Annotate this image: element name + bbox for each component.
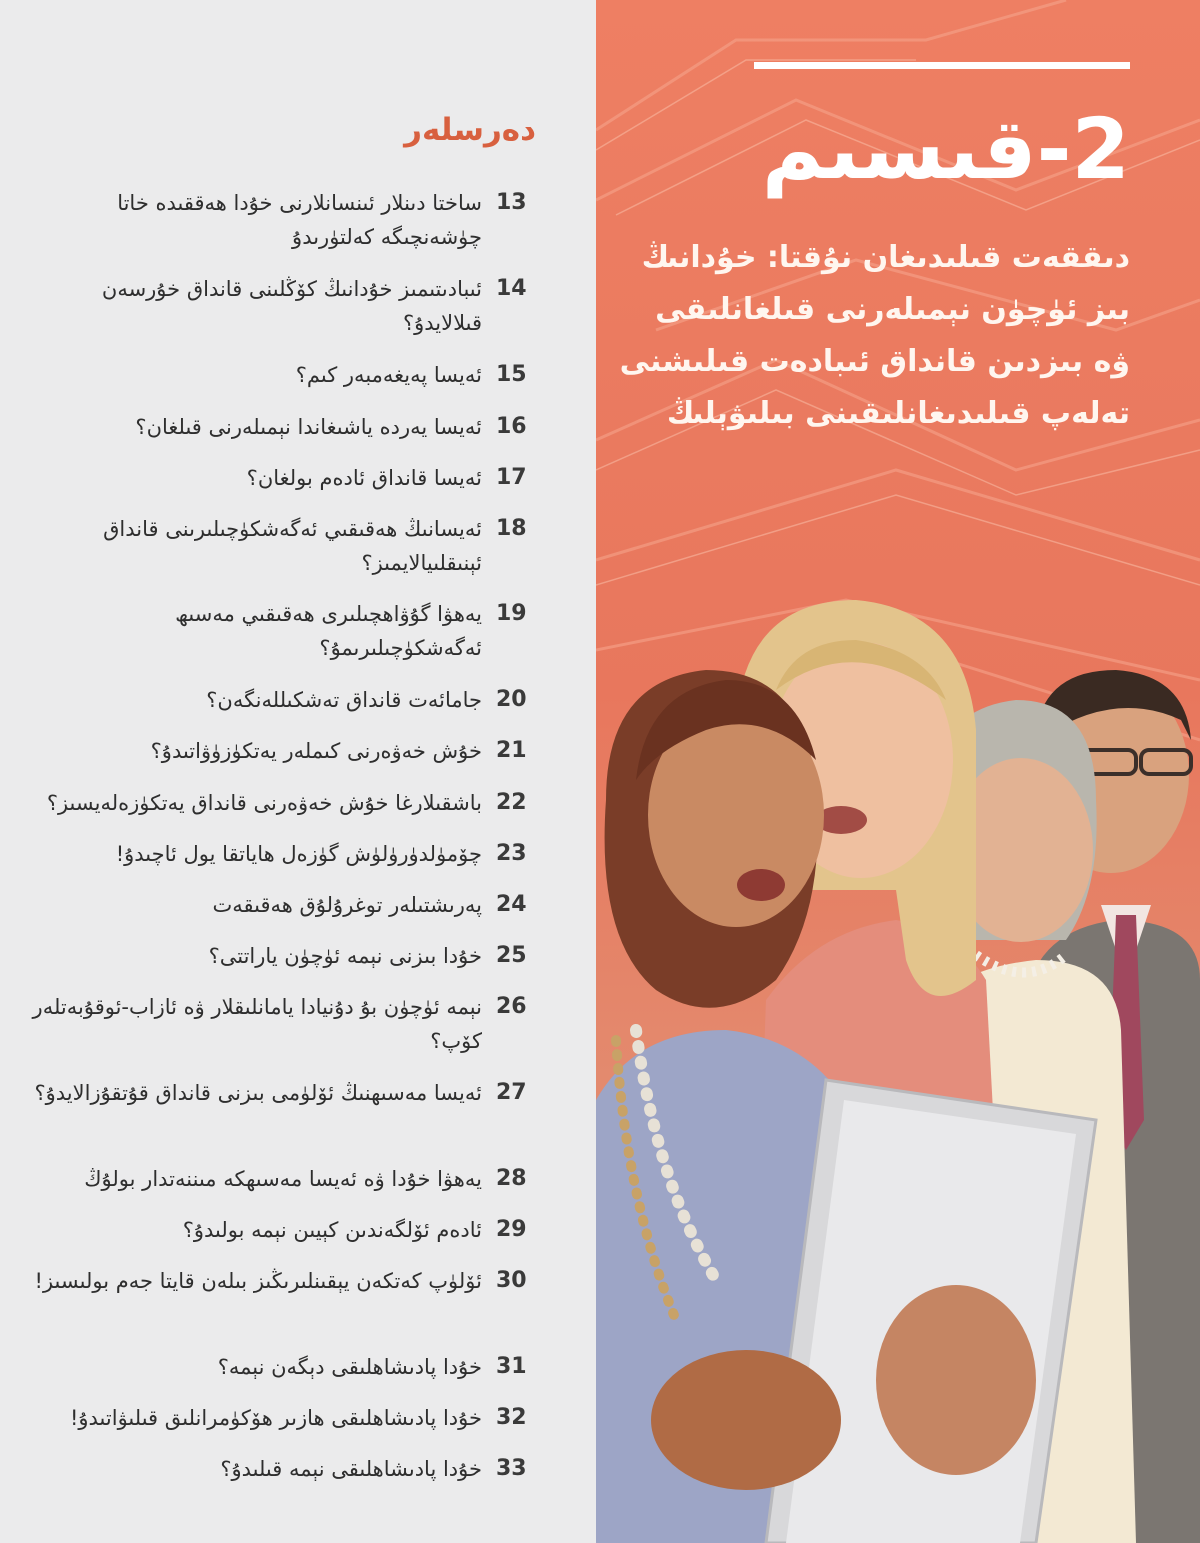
lesson-number: 22 <box>496 790 527 815</box>
lesson-item-29[interactable] <box>20 1213 540 1247</box>
lesson-number: 28 <box>496 1166 527 1191</box>
top-rule-divider <box>754 62 1130 69</box>
lesson-item-21[interactable] <box>20 734 540 768</box>
lesson-item-27[interactable] <box>20 1076 540 1110</box>
part-cover-panel <box>596 0 1200 1543</box>
lesson-number: 24 <box>496 892 527 917</box>
lesson-number: 23 <box>496 841 527 866</box>
lesson-item-17[interactable] <box>20 461 540 495</box>
lesson-title: نېمە ئۈچۈن بۇ دۇنيادا يامانلىقلار ۋە ئازاب-ئوقۇبەتلەر كۆپ؟ <box>32 995 482 1053</box>
lesson-title: خۇدا پادىشاھلىقى دېگەن نېمە؟ <box>217 1355 482 1379</box>
lesson-number: 13 <box>496 190 527 215</box>
lesson-title: خۇدا پادىشاھلىقى نېمە قىلىدۇ؟ <box>220 1457 482 1481</box>
lesson-item-32[interactable] <box>20 1401 540 1435</box>
lesson-item-22[interactable] <box>20 786 540 820</box>
lesson-title: خۇش خەۋەرنى كىملەر يەتكۈزۈۋاتىدۇ؟ <box>150 739 482 763</box>
lesson-number: 17 <box>496 465 527 490</box>
lesson-item-16[interactable] <box>20 410 540 444</box>
lesson-title: ئادەم ئۆلگەندىن كېيىن نېمە بولىدۇ؟ <box>182 1218 482 1242</box>
lesson-number: 15 <box>496 362 527 387</box>
lesson-item-20[interactable] <box>20 683 540 717</box>
contents-heading: دەرسلەر <box>404 112 536 148</box>
lesson-number: 27 <box>496 1080 527 1105</box>
lesson-item-19[interactable] <box>20 597 540 665</box>
lesson-title: ئەيسانىڭ ھەقىقىي ئەگەشكۈچىلىرىنى قانداق ئېنىقلىيالايمىز؟ <box>103 517 482 575</box>
part-subtitle: دىققەت قىلىدىغان نۇقتا: خۇدانىڭ بىز ئۈچۈن نېمىلەرنى قىلغانلىقى ۋە بىزدىن قانداق ئىبادەت قىلىشنى تەلەپ قىلىدىغانلىقىنى بىلىۋېلىڭ <box>619 240 1130 431</box>
lesson-title: چۆمۈلدۈرۈلۈش گۈزەل ھاياتقا يول ئاچىدۇ! <box>115 842 482 866</box>
lesson-title: خۇدا پادىشاھلىقى ھازىر ھۆكۈمرانلىق قىلىۋاتىدۇ! <box>69 1406 482 1430</box>
lesson-title: ئەيسا پەيغەمبەر كىم؟ <box>295 363 482 387</box>
lesson-title: پەرىشتىلەر توغرۇلۇق ھەقىقەت <box>212 893 482 917</box>
lesson-item-13[interactable] <box>20 186 540 254</box>
lesson-number: 29 <box>496 1217 527 1242</box>
lesson-item-24[interactable] <box>20 888 540 922</box>
lesson-number: 30 <box>496 1268 527 1293</box>
lesson-number: 32 <box>496 1405 527 1430</box>
lesson-number: 25 <box>496 943 527 968</box>
lesson-item-30[interactable] <box>20 1264 540 1298</box>
part-title: 2-قىسىم <box>761 100 1130 198</box>
lesson-title: جامائەت قانداق تەشكىللەنگەن؟ <box>206 688 482 712</box>
lesson-number: 26 <box>496 994 527 1019</box>
lesson-title: يەھۋا خۇدا ۋە ئەيسا مەسىھكە مىننەتدار بولۇڭ <box>84 1167 482 1191</box>
lesson-title: ئەيسا مەسىھنىڭ ئۆلۈمى بىزنى قانداق قۇتقۇزالايدۇ؟ <box>34 1081 482 1105</box>
lesson-number: 31 <box>496 1354 527 1379</box>
people-illustration <box>596 560 1200 1543</box>
lesson-item-33[interactable] <box>20 1452 540 1486</box>
lesson-item-31[interactable] <box>20 1350 540 1384</box>
lesson-title: يەھۋا گۇۋاھچىلىرى ھەقىقىي مەسىھ ئەگەشكۈچىلىرىمۇ؟ <box>175 602 482 660</box>
lesson-number: 16 <box>496 414 527 439</box>
lesson-title: باشقىلارغا خۇش خەۋەرنى قانداق يەتكۈزەلەيسىز؟ <box>46 791 482 815</box>
lesson-title: ئىبادىتىمىز خۇدانىڭ كۆڭلىنى قانداق خۇرسەن قىلالايدۇ؟ <box>101 277 482 335</box>
lesson-number: 33 <box>496 1456 527 1481</box>
lesson-item-26[interactable] <box>20 990 540 1058</box>
lesson-item-25[interactable] <box>20 939 540 973</box>
lesson-title: ساختا دىنلار ئىنسانلارنى خۇدا ھەققىدە خاتا چۈشەنچىگە كەلتۈرىدۇ <box>117 191 482 249</box>
lesson-item-18[interactable] <box>20 512 540 580</box>
lesson-title: ئەيسا قانداق ئادەم بولغان؟ <box>246 466 482 490</box>
lesson-item-14[interactable] <box>20 272 540 340</box>
contents-panel <box>0 0 596 1543</box>
lesson-number: 19 <box>496 601 527 626</box>
lesson-item-28[interactable] <box>20 1162 540 1196</box>
lesson-number: 21 <box>496 738 527 763</box>
lesson-title: خۇدا بىزنى نېمە ئۈچۈن ياراتتى؟ <box>208 944 482 968</box>
lesson-number: 14 <box>496 276 527 301</box>
lesson-item-15[interactable] <box>20 358 540 392</box>
lesson-number: 20 <box>496 687 527 712</box>
lesson-title: ئەيسا يەردە ياشىغاندا نېمىلەرنى قىلغان؟ <box>135 415 482 439</box>
lesson-title: ئۆلۈپ كەتكەن يېقىنلىرىڭىز بىلەن قايتا جەم بولىسىز! <box>34 1269 482 1293</box>
lesson-number: 18 <box>496 516 527 541</box>
lesson-item-23[interactable] <box>20 837 540 871</box>
